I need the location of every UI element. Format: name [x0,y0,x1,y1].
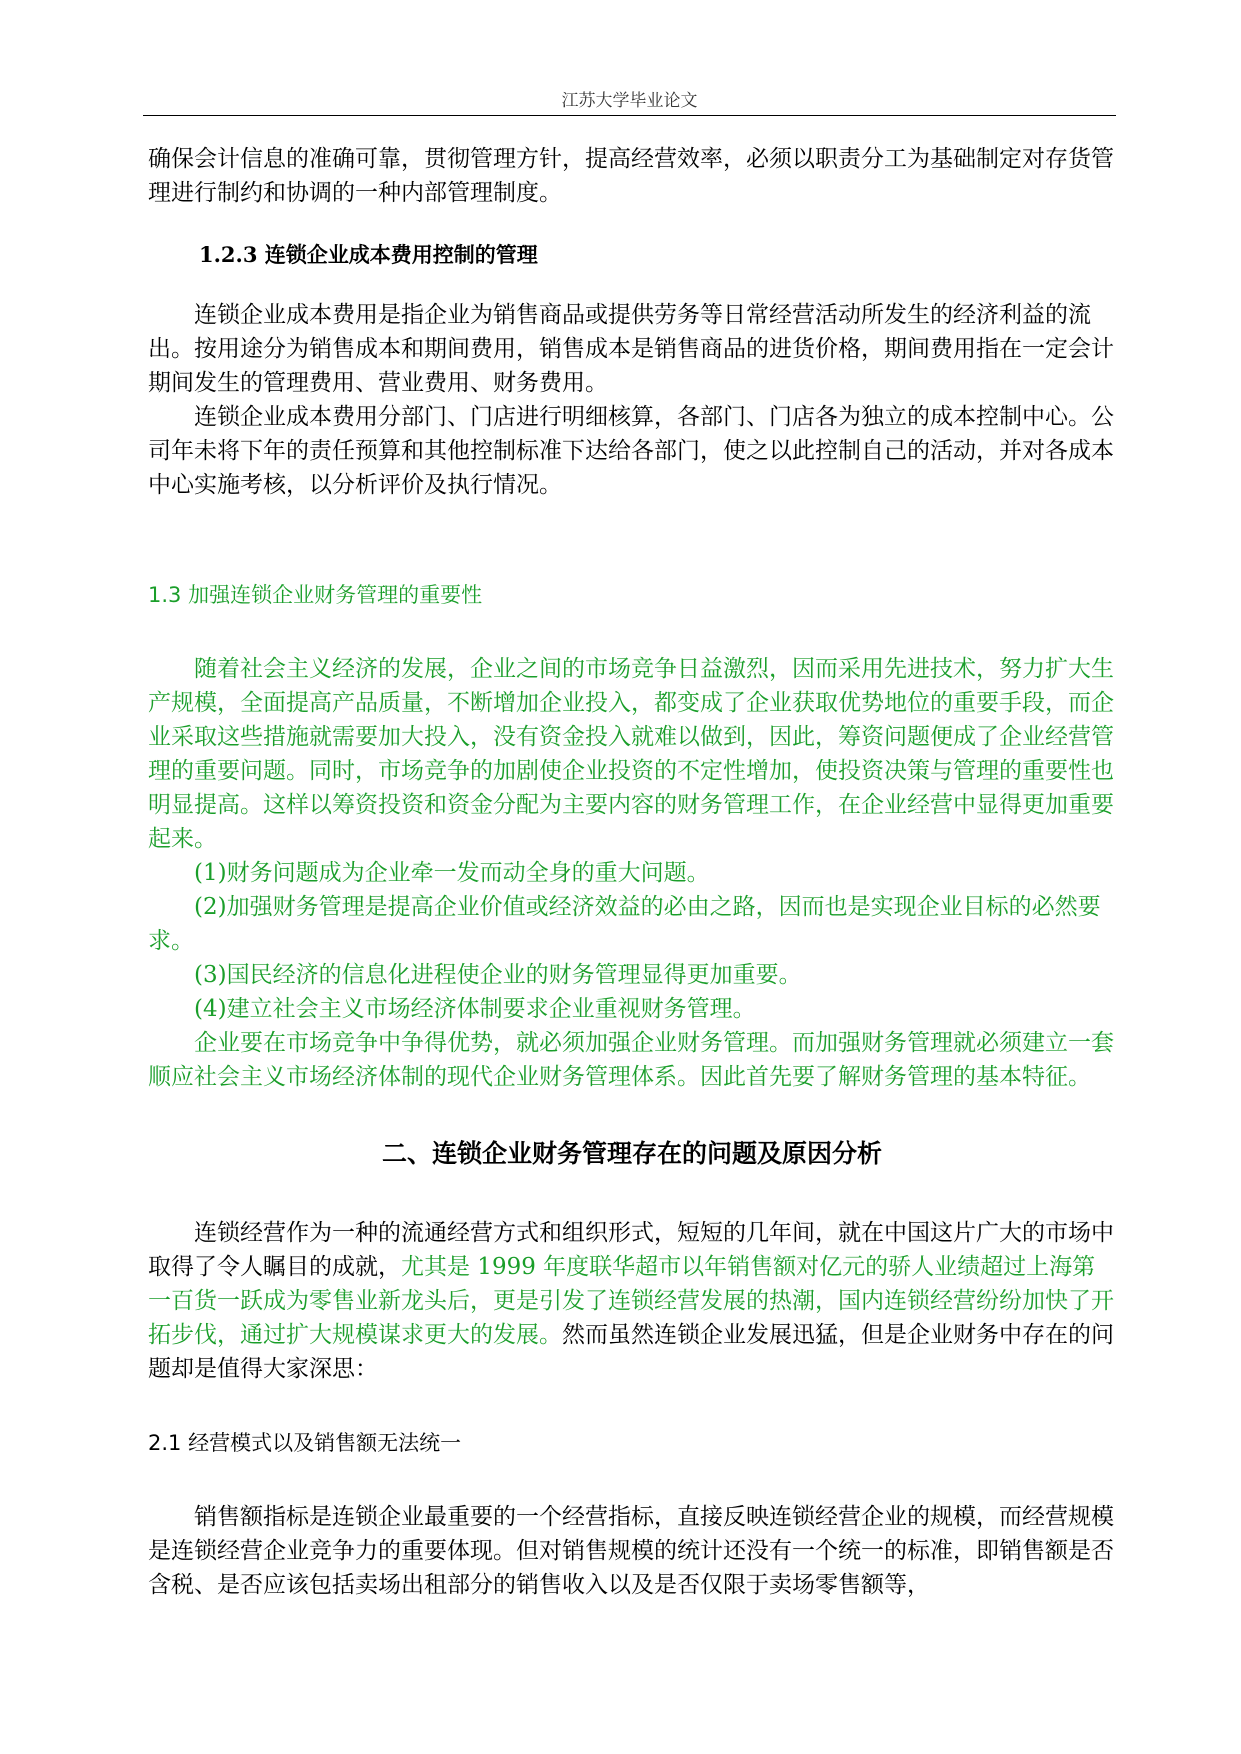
list-item: (3)国民经济的信息化进程使企业的财务管理显得更加重要。 [194,962,802,988]
section-heading-1-3: 1.3 加强连锁企业财务管理的重要性 [148,583,483,607]
paragraph: 确保会计信息的准确可靠，贯彻管理方针，提高经营效率，必须以职责分工为基础制定对存货管理进行制约和协调的一种内部管理制度。 [148,146,1114,206]
section-heading-2-1: 2.1 经营模式以及销售额无法统一 [148,1431,462,1455]
page-body [148,142,1116,1602]
paragraph: 随着社会主义经济的发展，企业之间的市场竞争日益激烈，因而采用先进技术，努力扩大生产规模，全面提高产品质量，不断增加企业投入，都变成了企业获取优势地位的重要手段，而企业采取这些措施就需要加大投入，没有资金投入就难以做到，因此，筹资问题便成了企业经营管理的重要问题。同时，市场竞争的加剧使企业投资的不定性增加，使投资决策与管理的重要性也明显提高。这样以筹资投资和资金分配为主要内容的财务管理工作，在企业经营中显得更加重要起来。 [148,656,1114,852]
paragraph: 企业要在市场竞争中争得优势，就必须加强企业财务管理。而加强财务管理就必须建立一套顺应社会主义市场经济体制的现代企业财务管理体系。因此首先要了解财务管理的基本特征。 [148,1030,1114,1090]
intro-text: 然而虽然连锁企业发展迅猛，但是企业财务中存在的问题却是值得大家深思： [148,1322,1114,1382]
header-rule [143,115,1116,116]
intro-text: 连锁经营作为一种的流通经营方式和组织形式，短短的几年间，就在中国这片广大的市场中取得了令人瞩目的成就， [148,1220,1114,1280]
list-item: (4)建立社会主义市场经济体制要求企业重视财务管理。 [194,996,756,1022]
highlighted-text: 尤其是 1999 年度联华超市以年销售额对亿元的骄人业绩超过上海第一百货一跃成为零售业新龙头后，更是引发了连锁经营发展的热潮，国内连锁经营纷纷加快了开拓步伐，通过扩大规模谋求更大的发展。 [148,1254,1114,1348]
paragraph: 连锁企业成本费用是指企业为销售商品或提供劳务等日常经营活动所发生的经济利益的流出。按用途分为销售成本和期间费用，销售成本是销售商品的进货价格，期间费用指在一定会计期间发生的管理费用、营业费用、财务费用。 [148,302,1114,396]
paragraph: 销售额指标是连锁企业最重要的一个经营指标，直接反映连锁经营企业的规模，而经营规模是连锁经营企业竞争力的重要体现。但对销售规模的统计还没有一个统一的标准，即销售额是否含税、是否应该包括卖场出租部分的销售收入以及是否仅限于卖场零售额等， [148,1504,1114,1598]
section-title: 连锁企业成本费用控制的管理 [264,242,538,267]
paragraph: 连锁企业成本费用分部门、门店进行明细核算，各部门、门店各为独立的成本控制中心。公司年未将下年的责任预算和其他控制标准下达给各部门，使之以此控制自己的活动，并对各成本中心实施考核，以分析评价及执行情况。 [148,404,1114,498]
subsection-heading-1-2-3 [199,238,1116,272]
list-item: (2)加强财务管理是提高企业价值或经济效益的必由之路，因而也是实现企业目标的必然要求。 [148,894,1101,954]
list-item: (1)财务问题成为企业牵一发而动全身的重大问题。 [194,860,710,886]
section-number: 1.2.3 [199,242,258,267]
chapter-title: 二、连锁企业财务管理存在的问题及原因分析 [381,1139,882,1168]
running-header: 江苏大学毕业论文 [561,91,698,111]
paragraph [148,1216,1116,1386]
